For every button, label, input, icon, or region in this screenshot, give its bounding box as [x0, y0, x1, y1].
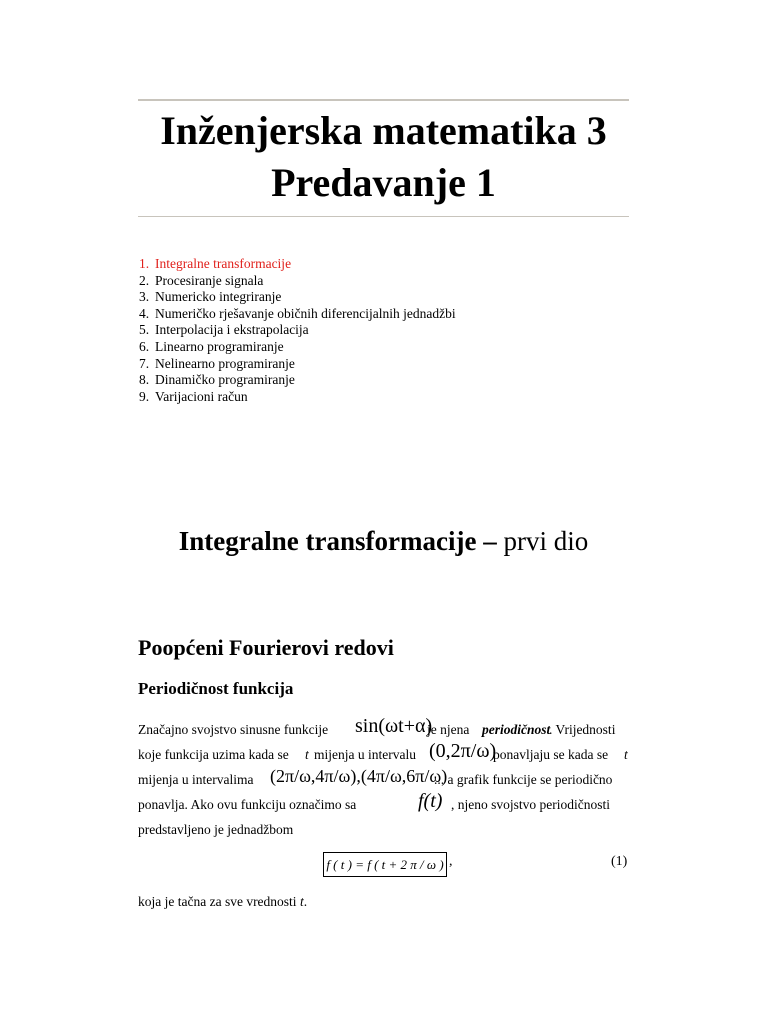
subheading: Poopćeni Fourierovi redovi	[138, 635, 394, 660]
toc-label: Procesiranje signala	[155, 272, 264, 288]
toc-item	[139, 322, 456, 339]
paragraph-line	[138, 717, 629, 742]
math-intervals: (2π/ω,4π/ω),(4π/ω,6π/ω)	[270, 766, 448, 786]
page-title-line-1: Inženjerska matematika 3	[160, 108, 607, 153]
toc-item	[139, 372, 456, 389]
toc-number: 6.	[139, 338, 150, 354]
paragraph-line	[138, 767, 629, 792]
toc-label: Linearno programiranje	[155, 338, 284, 354]
toc-number: 2.	[139, 272, 150, 288]
equation-box: f ( t ) = f ( t + 2 π / ω )	[323, 852, 447, 877]
toc-number: 8.	[139, 372, 150, 388]
toc-label: Numericko integriranje	[155, 289, 282, 305]
toc-item	[139, 356, 456, 373]
toc-item	[139, 289, 456, 306]
text-segment: , njeno svojstvo periodičnosti	[451, 797, 610, 812]
text-segment: .	[303, 894, 308, 909]
text-segment: ponavlja. Ako ovu funkciju označimo sa	[138, 797, 357, 812]
toc-number: 7.	[139, 355, 150, 371]
toc-number: 9.	[139, 388, 150, 404]
paragraph-line	[138, 792, 629, 817]
closing-sentence	[138, 893, 307, 911]
text-segment: predstavljeno je jednadžbom	[138, 822, 294, 837]
text-segment: koja je tačna za sve vrednosti	[138, 894, 297, 909]
toc-label: Numeričko rješavanje običnih diferencijalnih jednadžbi	[155, 305, 456, 321]
bottom-rule	[138, 216, 629, 217]
text-segment: mijenja u intervalima	[138, 772, 254, 787]
table-of-contents	[139, 256, 456, 405]
toc-number: 4.	[139, 305, 150, 321]
variable-t: t	[624, 747, 628, 762]
text-segment: je njena	[427, 722, 470, 737]
text-segment: mijenja u intervalu	[314, 747, 416, 762]
text-segment: koje funkcija uzima kada se	[138, 747, 289, 762]
text-segment: ... a grafik funkcije se periodično	[434, 772, 613, 787]
toc-item	[139, 273, 456, 290]
variable-t: t	[305, 747, 309, 762]
math-ft: f(t)	[418, 790, 443, 812]
toc-label: Interpolacija i ekstrapolacija	[155, 322, 309, 338]
toc-number: 3.	[139, 289, 150, 305]
toc-number: 5.	[139, 322, 150, 338]
text-segment: . Vrijednosti	[549, 722, 616, 737]
toc-item	[139, 256, 456, 273]
toc-label: Nelinearno programiranje	[155, 355, 295, 371]
toc-label: Varijacioni račun	[155, 388, 248, 404]
toc-item	[139, 389, 456, 406]
equation-number: (1)	[611, 854, 628, 869]
subsubheading: Periodičnost funkcija	[138, 679, 294, 698]
math-interval: (0,2π/ω)	[429, 740, 497, 762]
toc-number: 1.	[139, 256, 150, 271]
text-segment: Značajno svojstvo sinusne funkcije	[138, 722, 329, 737]
math-sin: sin(ωt+α)	[355, 715, 433, 737]
top-rule	[138, 99, 629, 101]
section-heading-bold: Integralne transformacije –	[178, 526, 497, 556]
section-heading	[138, 523, 629, 559]
page-title-line-2: Predavanje 1	[271, 160, 496, 205]
equation-comma: ,	[449, 854, 453, 869]
toc-label: Dinamičko programiranje	[155, 372, 295, 388]
section-heading-light: prvi dio	[496, 526, 589, 556]
toc-item	[139, 339, 456, 356]
paragraph-line	[138, 817, 629, 842]
toc-item	[139, 306, 456, 323]
emphasis-periodicnost: periodičnost	[482, 722, 551, 737]
text-segment: ponavljaju se kada se	[493, 747, 609, 762]
variable-t: t	[299, 894, 304, 909]
toc-label: Integralne transformacije	[155, 256, 292, 271]
